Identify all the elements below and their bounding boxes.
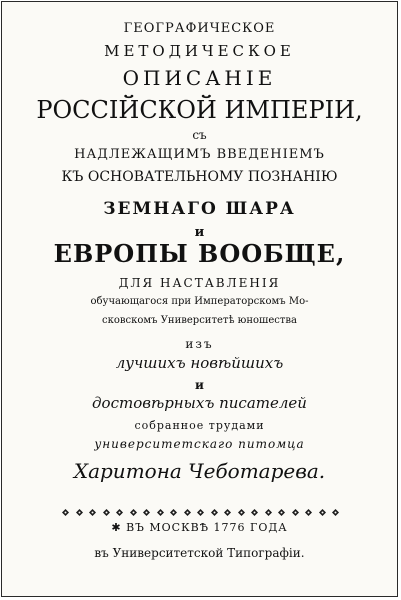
ornament-glyph bbox=[130, 501, 137, 508]
title-line-1: ГЕОГРАФИЧЕСКОЕ bbox=[123, 21, 276, 36]
ornament-glyph bbox=[157, 501, 164, 508]
ornament-glyph bbox=[251, 501, 258, 508]
ornament-glyph bbox=[238, 501, 245, 508]
ornament-rule bbox=[62, 499, 339, 509]
ornament-glyph bbox=[292, 501, 299, 508]
ornament-glyph bbox=[76, 501, 83, 508]
imprint-line-2: въ Университетской Типографіи. bbox=[94, 546, 305, 560]
ornament-glyph bbox=[211, 501, 218, 508]
ornament-glyph bbox=[265, 501, 272, 508]
ornament-glyph bbox=[116, 501, 123, 508]
title-line-19: университетскаго питомца bbox=[94, 437, 305, 451]
title-line-4: РОССІЙСКОЙ ИМПЕРІИ, bbox=[36, 96, 363, 124]
ornament-glyph bbox=[143, 501, 150, 508]
title-line-18: собранное трудами bbox=[134, 419, 265, 432]
title-line-2: МЕТОДИЧЕСКОЕ bbox=[104, 42, 295, 60]
title-line-16: и bbox=[195, 378, 204, 392]
ornament-glyph bbox=[319, 501, 326, 508]
ornament-glyph bbox=[89, 501, 96, 508]
title-line-12: обучающагося при Императорскомъ Мо- bbox=[90, 296, 309, 307]
title-page bbox=[1, 1, 398, 597]
title-line-5: съ bbox=[192, 128, 207, 142]
ornament-glyph bbox=[103, 501, 110, 508]
title-line-3: ОПИСАНІЕ bbox=[122, 66, 277, 90]
title-line-14: изъ bbox=[185, 337, 214, 351]
ornament-glyph bbox=[184, 501, 191, 508]
ornament-glyph bbox=[197, 501, 204, 508]
ornament-glyph bbox=[332, 501, 339, 508]
imprint-line-1: ✱ ВЪ МОСКВѢ 1776 ГОДА bbox=[111, 521, 288, 534]
title-line-6: НАДЛЕЖАЩИМЪ ВВЕДЕНІЕМЪ bbox=[74, 147, 325, 162]
title-line-7: КЪ ОСНОВАТЕЛЬНОМУ ПОЗНАНІЮ bbox=[61, 169, 338, 185]
title-line-17: достовѣрныхъ писателей bbox=[92, 394, 307, 412]
ornament-glyph bbox=[305, 501, 312, 508]
ornament-glyph bbox=[170, 501, 177, 508]
ornament-glyph bbox=[278, 501, 285, 508]
title-line-15: лучшихъ новѣйшихъ bbox=[115, 354, 284, 372]
title-line-9: и bbox=[194, 225, 205, 240]
ornament-glyph bbox=[62, 501, 69, 508]
title-line-13: сковскомъ Университетѣ юношества bbox=[102, 315, 297, 326]
ornament-glyph bbox=[224, 501, 231, 508]
title-line-8: ЗЕМНАГО ШАРА bbox=[103, 199, 296, 219]
title-line-10: ЕВРОПЫ ВООБЩЕ, bbox=[53, 239, 346, 268]
title-line-11: ДЛЯ НАСТАВЛЕНІЯ bbox=[118, 276, 281, 290]
title-line-20: Харитона Чеботарева. bbox=[73, 459, 326, 483]
